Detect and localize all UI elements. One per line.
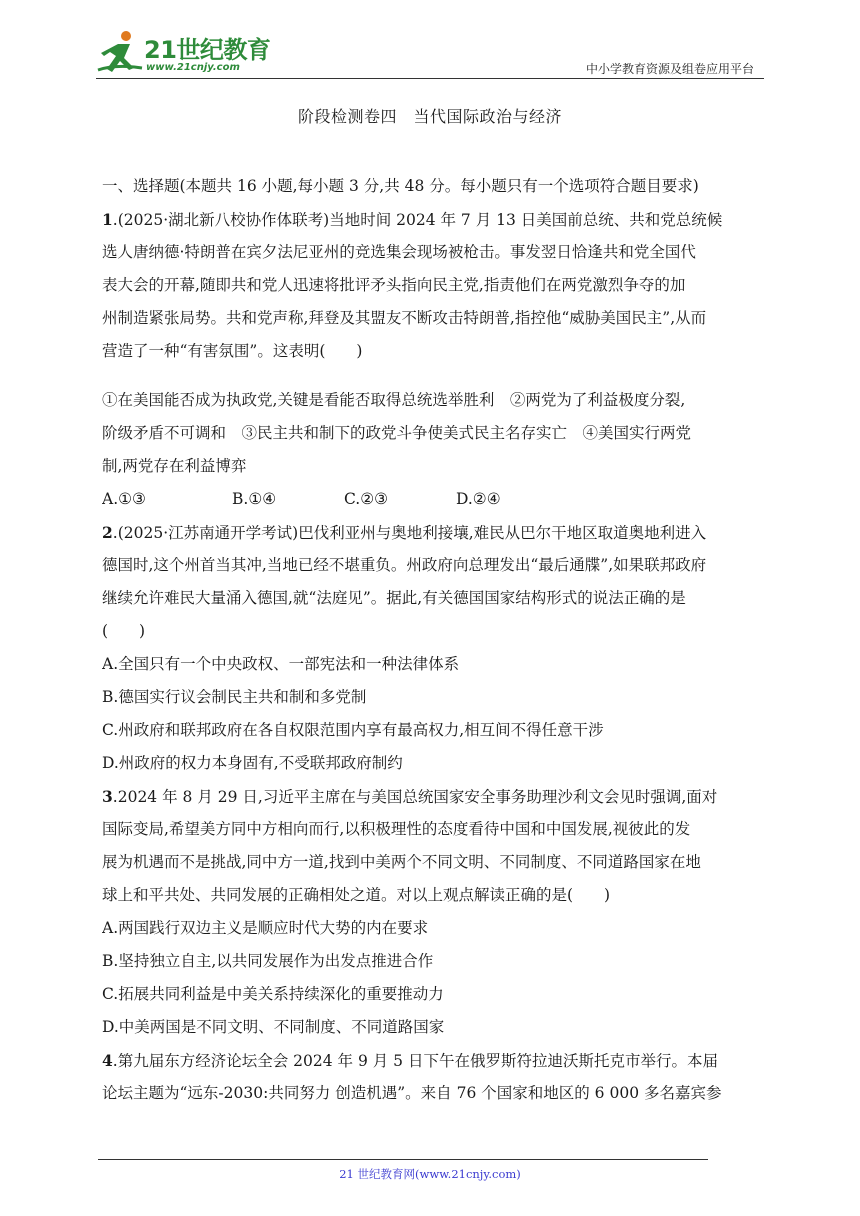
question-3-line: 展为机遇而不是挑战,同中方一道,找到中美两个不同文明、不同制度、不同道路国家在地 — [102, 853, 701, 871]
option-c: C.②③ — [344, 490, 389, 508]
option-d: D.②④ — [456, 490, 501, 508]
header-platform-text: 中小学教育资源及组卷应用平台 — [585, 62, 754, 76]
question-number: 4 — [102, 1051, 113, 1070]
option-d: D.中美两国是不同文明、不同制度、不同道路国家 — [102, 1018, 445, 1036]
question-3-line: 3.2024 年 8 月 29 日,习近平主席在与美国总统国家安全事务助理沙利文会见时强调,面对 — [102, 787, 718, 806]
question-2-line: ( ) — [102, 622, 146, 640]
question-1-statement: 制,两党存在利益博弈 — [102, 457, 247, 475]
questions — [102, 170, 770, 1110]
question-2-line: 继续允许难民大量涌入德国,就“法庭见”。据此,有关德国国家结构形式的说法正确的是 — [102, 589, 686, 607]
question-1-line: 州制造紧张局势。共和党声称,拜登及其盟友不断攻击特朗普,指控他“威胁美国民主”,从而 — [102, 309, 707, 327]
runner-logo-icon — [96, 28, 146, 76]
option-a: A.①③ — [102, 490, 146, 508]
logo-text: 21世纪教育 — [144, 36, 271, 64]
question-1-line: 表大会的开幕,随即共和党人迅速将批评矛头指向民主党,指责他们在两党激烈争夺的加 — [102, 276, 686, 294]
option-b: B.坚持独立自主,以共同发展作为出发点推进合作 — [102, 952, 434, 970]
question-2-line: 2.(2025·江苏南通开学考试)巴伐利亚州与奥地利接壤,难民从巴尔干地区取道奥地利进入 — [102, 523, 707, 542]
option-b: B.①④ — [232, 490, 277, 508]
question-2-line: 德国时,这个州首当其冲,当地已经不堪重负。州政府向总理发出“最后通牒”,如果联邦政府 — [102, 556, 707, 574]
logo — [96, 28, 271, 78]
question-1-line: 营造了一种“有害氛围”。这表明( ) — [102, 342, 363, 360]
question-1-line: 1.(2025·湖北新八校协作体联考)当地时间 2024 年 7 月 13 日美国前总统、共和党总统候 — [102, 210, 723, 229]
header-divider — [96, 78, 764, 79]
option-b: B.德国实行议会制民主共和制和多党制 — [102, 688, 367, 706]
question-3-line: 国际变局,希望美方同中方相向而行,以积极理性的态度看待中国和中国发展,视彼此的发 — [102, 820, 691, 838]
question-number: 1 — [102, 210, 113, 229]
option-a: A.两国践行双边主义是顺应时代大势的内在要求 — [102, 919, 429, 937]
question-1-statement: 阶级矛盾不可调和 ③民主共和制下的政党斗争使美式民主名存实亡 ④美国实行两党 — [102, 424, 692, 442]
option-c: C.拓展共同利益是中美关系持续深化的重要推动力 — [102, 985, 444, 1003]
section-heading: 一、选择题(本题共 16 小题,每小题 3 分,共 48 分。每小题只有一个选项符合题目要求) — [102, 177, 699, 195]
footer-divider — [98, 1159, 708, 1160]
option-d: D.州政府的权力本身固有,不受联邦政府制约 — [102, 754, 403, 772]
question-3-line: 球上和平共处、共同发展的正确相处之道。对以上观点解读正确的是( ) — [102, 886, 611, 904]
question-1-line: 选人唐纳德·特朗普在宾夕法尼亚州的竞选集会现场被枪击。事发翌日恰逢共和党全国代 — [102, 243, 696, 261]
footer-link[interactable]: 21 世纪教育网(www.21cnjy.com) — [339, 1167, 521, 1181]
question-4-line: 论坛主题为“远东-2030:共同努力 创造机遇”。来自 76 个国家和地区的 6 000 多名嘉宾参 — [102, 1084, 722, 1102]
page-title: 阶段检测卷四 当代国际政治与经济 — [297, 107, 562, 126]
question-number: 2 — [102, 523, 113, 542]
question-4-line: 4.第九届东方经济论坛全会 2024 年 9 月 5 日下午在俄罗斯符拉迪沃斯托克市举行。本届 — [102, 1051, 718, 1070]
option-c: C.州政府和联邦政府在各自权限范围内享有最高权力,相互间不得任意干涉 — [102, 721, 604, 739]
question-1-statement: ①在美国能否成为执政党,关键是看能否取得总统选举胜利 ②两党为了利益极度分裂, — [102, 391, 686, 409]
option-a: A.全国只有一个中央政权、一部宪法和一种法律体系 — [102, 655, 460, 673]
logo-url: www.21cnjy.com — [146, 62, 240, 73]
question-number: 3 — [102, 787, 113, 806]
question-1-options — [102, 483, 770, 516]
